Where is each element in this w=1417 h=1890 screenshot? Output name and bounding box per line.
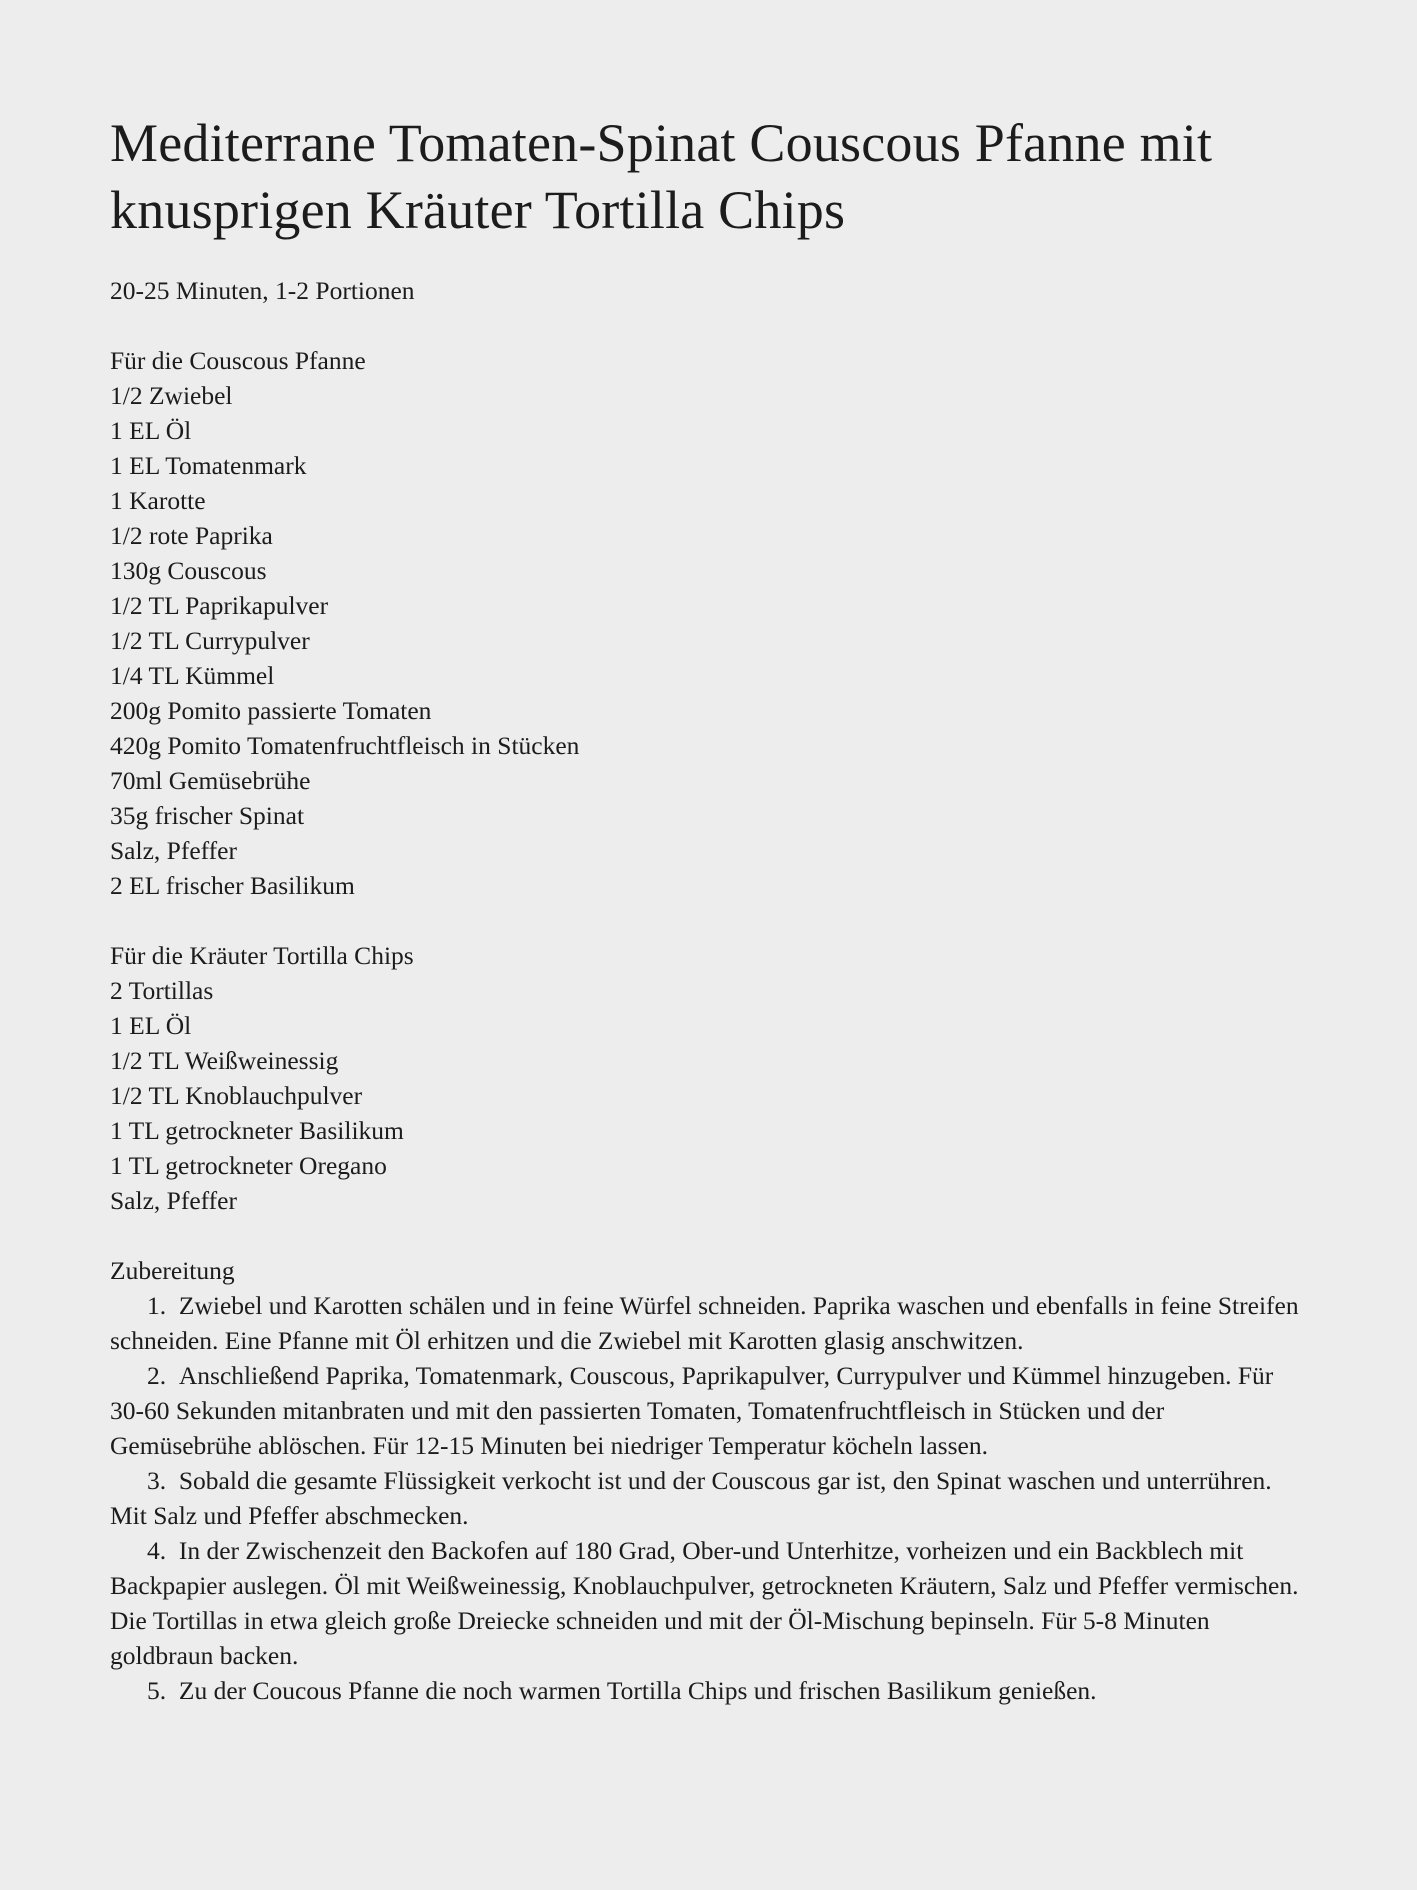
ingredient-item: 1 Karotte: [110, 486, 206, 515]
ingredient-item: 1 EL Öl: [110, 416, 192, 445]
ingredient-item: 1/4 TL Kümmel: [110, 661, 275, 690]
preparation-section: [110, 1253, 1310, 1708]
ingredient-item: 70ml Gemüsebrühe: [110, 766, 311, 795]
step-text: In der Zwischenzeit den Backofen auf 180 Grad, Ober-und Unterhitze, vorheizen und ein Backblech mit Backpapier auslegen. Öl mit Weißweinessig, Knoblauchpulver, getrockneten Kräutern, Salz und Pfeffer vermischen. Die Tortillas in etwa gleich große Dreiecke schneiden und mit der Öl-Mischung bepinseln. Für 5-8 Minuten goldbraun backen.: [110, 1536, 1299, 1670]
preparation-heading: Zubereitung: [110, 1256, 235, 1285]
preparation-step: [110, 1358, 1310, 1463]
recipe-meta: 20-25 Minuten, 1-2 Portionen: [110, 276, 415, 305]
preparation-steps: [110, 1288, 1310, 1708]
section-heading: Für die Couscous Pfanne: [110, 346, 366, 375]
ingredient-item: 1/2 Zwiebel: [110, 381, 233, 410]
ingredient-item: 35g frischer Spinat: [110, 801, 305, 830]
preparation-step: [110, 1533, 1310, 1673]
ingredient-item: 420g Pomito Tomatenfruchtfleisch in Stücken: [110, 731, 580, 760]
ingredient-list: [110, 973, 1310, 1218]
ingredient-item: 2 EL frischer Basilikum: [110, 871, 355, 900]
ingredient-item: 130g Couscous: [110, 556, 267, 585]
preparation-step: [110, 1463, 1310, 1533]
ingredient-item: Salz, Pfeffer: [110, 836, 237, 865]
step-number: 2.: [147, 1361, 167, 1390]
ingredient-item: 1 TL getrockneter Basilikum: [110, 1116, 404, 1145]
step-text: Zwiebel und Karotten schälen und in feine Würfel schneiden. Paprika waschen und ebenfalls in feine Streifen schneiden. Eine Pfanne mit Öl erhitzen und die Zwiebel mit Karotten glasig anschwitzen.: [110, 1291, 1299, 1355]
ingredient-section-tortilla-chips: [110, 938, 1310, 1218]
ingredient-item: 1/2 rote Paprika: [110, 521, 273, 550]
ingredient-section-couscous: [110, 343, 1310, 903]
step-number: 3.: [147, 1466, 167, 1495]
recipe-title: Mediterrane Tomaten-Spinat Couscous Pfanne mit knusprigen Kräuter Tortilla Chips: [110, 113, 1213, 240]
recipe-page: [110, 110, 1310, 1708]
ingredient-item: 1/2 TL Currypulver: [110, 626, 310, 655]
ingredient-item: 1/2 TL Weißweinessig: [110, 1046, 339, 1075]
ingredient-item: 1/2 TL Knoblauchpulver: [110, 1081, 363, 1110]
ingredient-item: 1 EL Öl: [110, 1011, 192, 1040]
ingredient-item: 1/2 TL Paprikapulver: [110, 591, 329, 620]
ingredient-item: Salz, Pfeffer: [110, 1186, 237, 1215]
ingredient-item: 200g Pomito passierte Tomaten: [110, 696, 432, 725]
step-number: 4.: [147, 1536, 167, 1565]
step-number: 1.: [147, 1291, 167, 1320]
preparation-step: [110, 1673, 1310, 1708]
preparation-step: [110, 1288, 1310, 1358]
ingredient-item: 1 EL Tomatenmark: [110, 451, 307, 480]
section-heading: Für die Kräuter Tortilla Chips: [110, 941, 414, 970]
step-text: Zu der Coucous Pfanne die noch warmen Tortilla Chips und frischen Basilikum genießen.: [178, 1676, 1097, 1705]
ingredient-list: [110, 378, 1310, 903]
ingredient-item: 2 Tortillas: [110, 976, 214, 1005]
step-text: Anschließend Paprika, Tomatenmark, Couscous, Paprikapulver, Currypulver und Kümmel hinzugeben. Für 30-60 Sekunden mitanbraten und mit den passierten Tomaten, Tomatenfruchtfleisch in Stücken und der Gemüsebrühe ablöschen. Für 12-15 Minuten bei niedriger Temperatur köcheln lassen.: [110, 1361, 1274, 1460]
ingredient-item: 1 TL getrockneter Oregano: [110, 1151, 387, 1180]
step-number: 5.: [147, 1676, 167, 1705]
step-text: Sobald die gesamte Flüssigkeit verkocht ist und der Couscous gar ist, den Spinat waschen und unterrühren. Mit Salz und Pfeffer abschmecken.: [110, 1466, 1272, 1530]
